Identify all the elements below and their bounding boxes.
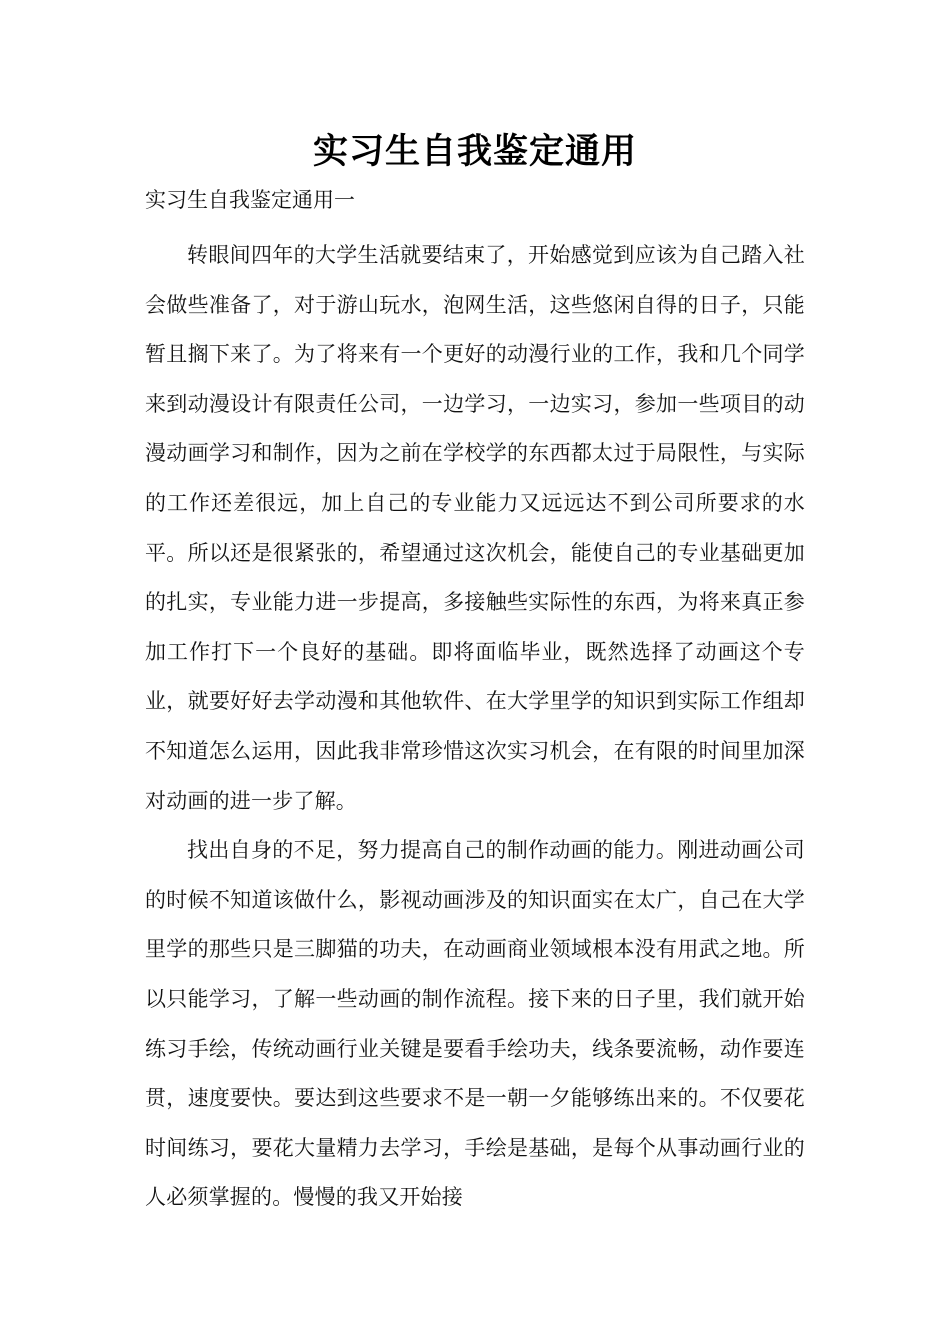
document-title: 实习生自我鉴定通用 [312, 132, 637, 172]
document-body [145, 231, 805, 1223]
paragraph-1: 转眼间四年的大学生活就要结束了，开始感觉到应该为自己踏入社会做些准备了，对于游山玩水，泡网生活，这些悠闲自得的日子，只能暂且搁下来了。为了将来有一个更好的动漫行业的工作，我和几个同学来到动漫设计有限责任公司，一边学习，一边实习，参加一些项目的动漫动画学习和制作，因为之前在学校学的东西都太过于局限性，与实际的工作还差很远，加上自己的专业能力又远远达不到公司所要求的水平。所以还是很紧张的，希望通过这次机会，能使自己的专业基础更加的扎实，专业能力进一步提高，多接触些实际性的东西，为将来真正参加工作打下一个良好的基础。即将面临毕业，既然选择了动画这个专业，就要好好去学动漫和其他软件、在大学里学的知识到实际工作组却不知道怎么运用，因此我非常珍惜这次实习机会，在有限的时间里加深对动画的进一步了解。 [145, 243, 805, 813]
paragraph-2: 找出自身的不足，努力提高自己的制作动画的能力。刚进动画公司的时候不知道该做什么，影视动画涉及的知识面实在太广，自己在大学里学的那些只是三脚猫的功夫，在动画商业领域根本没有用武之地。所以只能学习，了解一些动画的制作流程。接下来的日子里，我们就开始练习手绘，传统动画行业关键是要看手绘功夫，线条要流畅，动作要连贯，速度要快。要达到这些要求不是一朝一夕能够练出来的。不仅要花时间练习，要花大量精力去学习，手绘是基础，是每个从事动画行业的人必须掌握的。慢慢的我又开始接 [145, 838, 805, 1210]
document-subtitle: 实习生自我鉴定通用一 [145, 188, 355, 212]
